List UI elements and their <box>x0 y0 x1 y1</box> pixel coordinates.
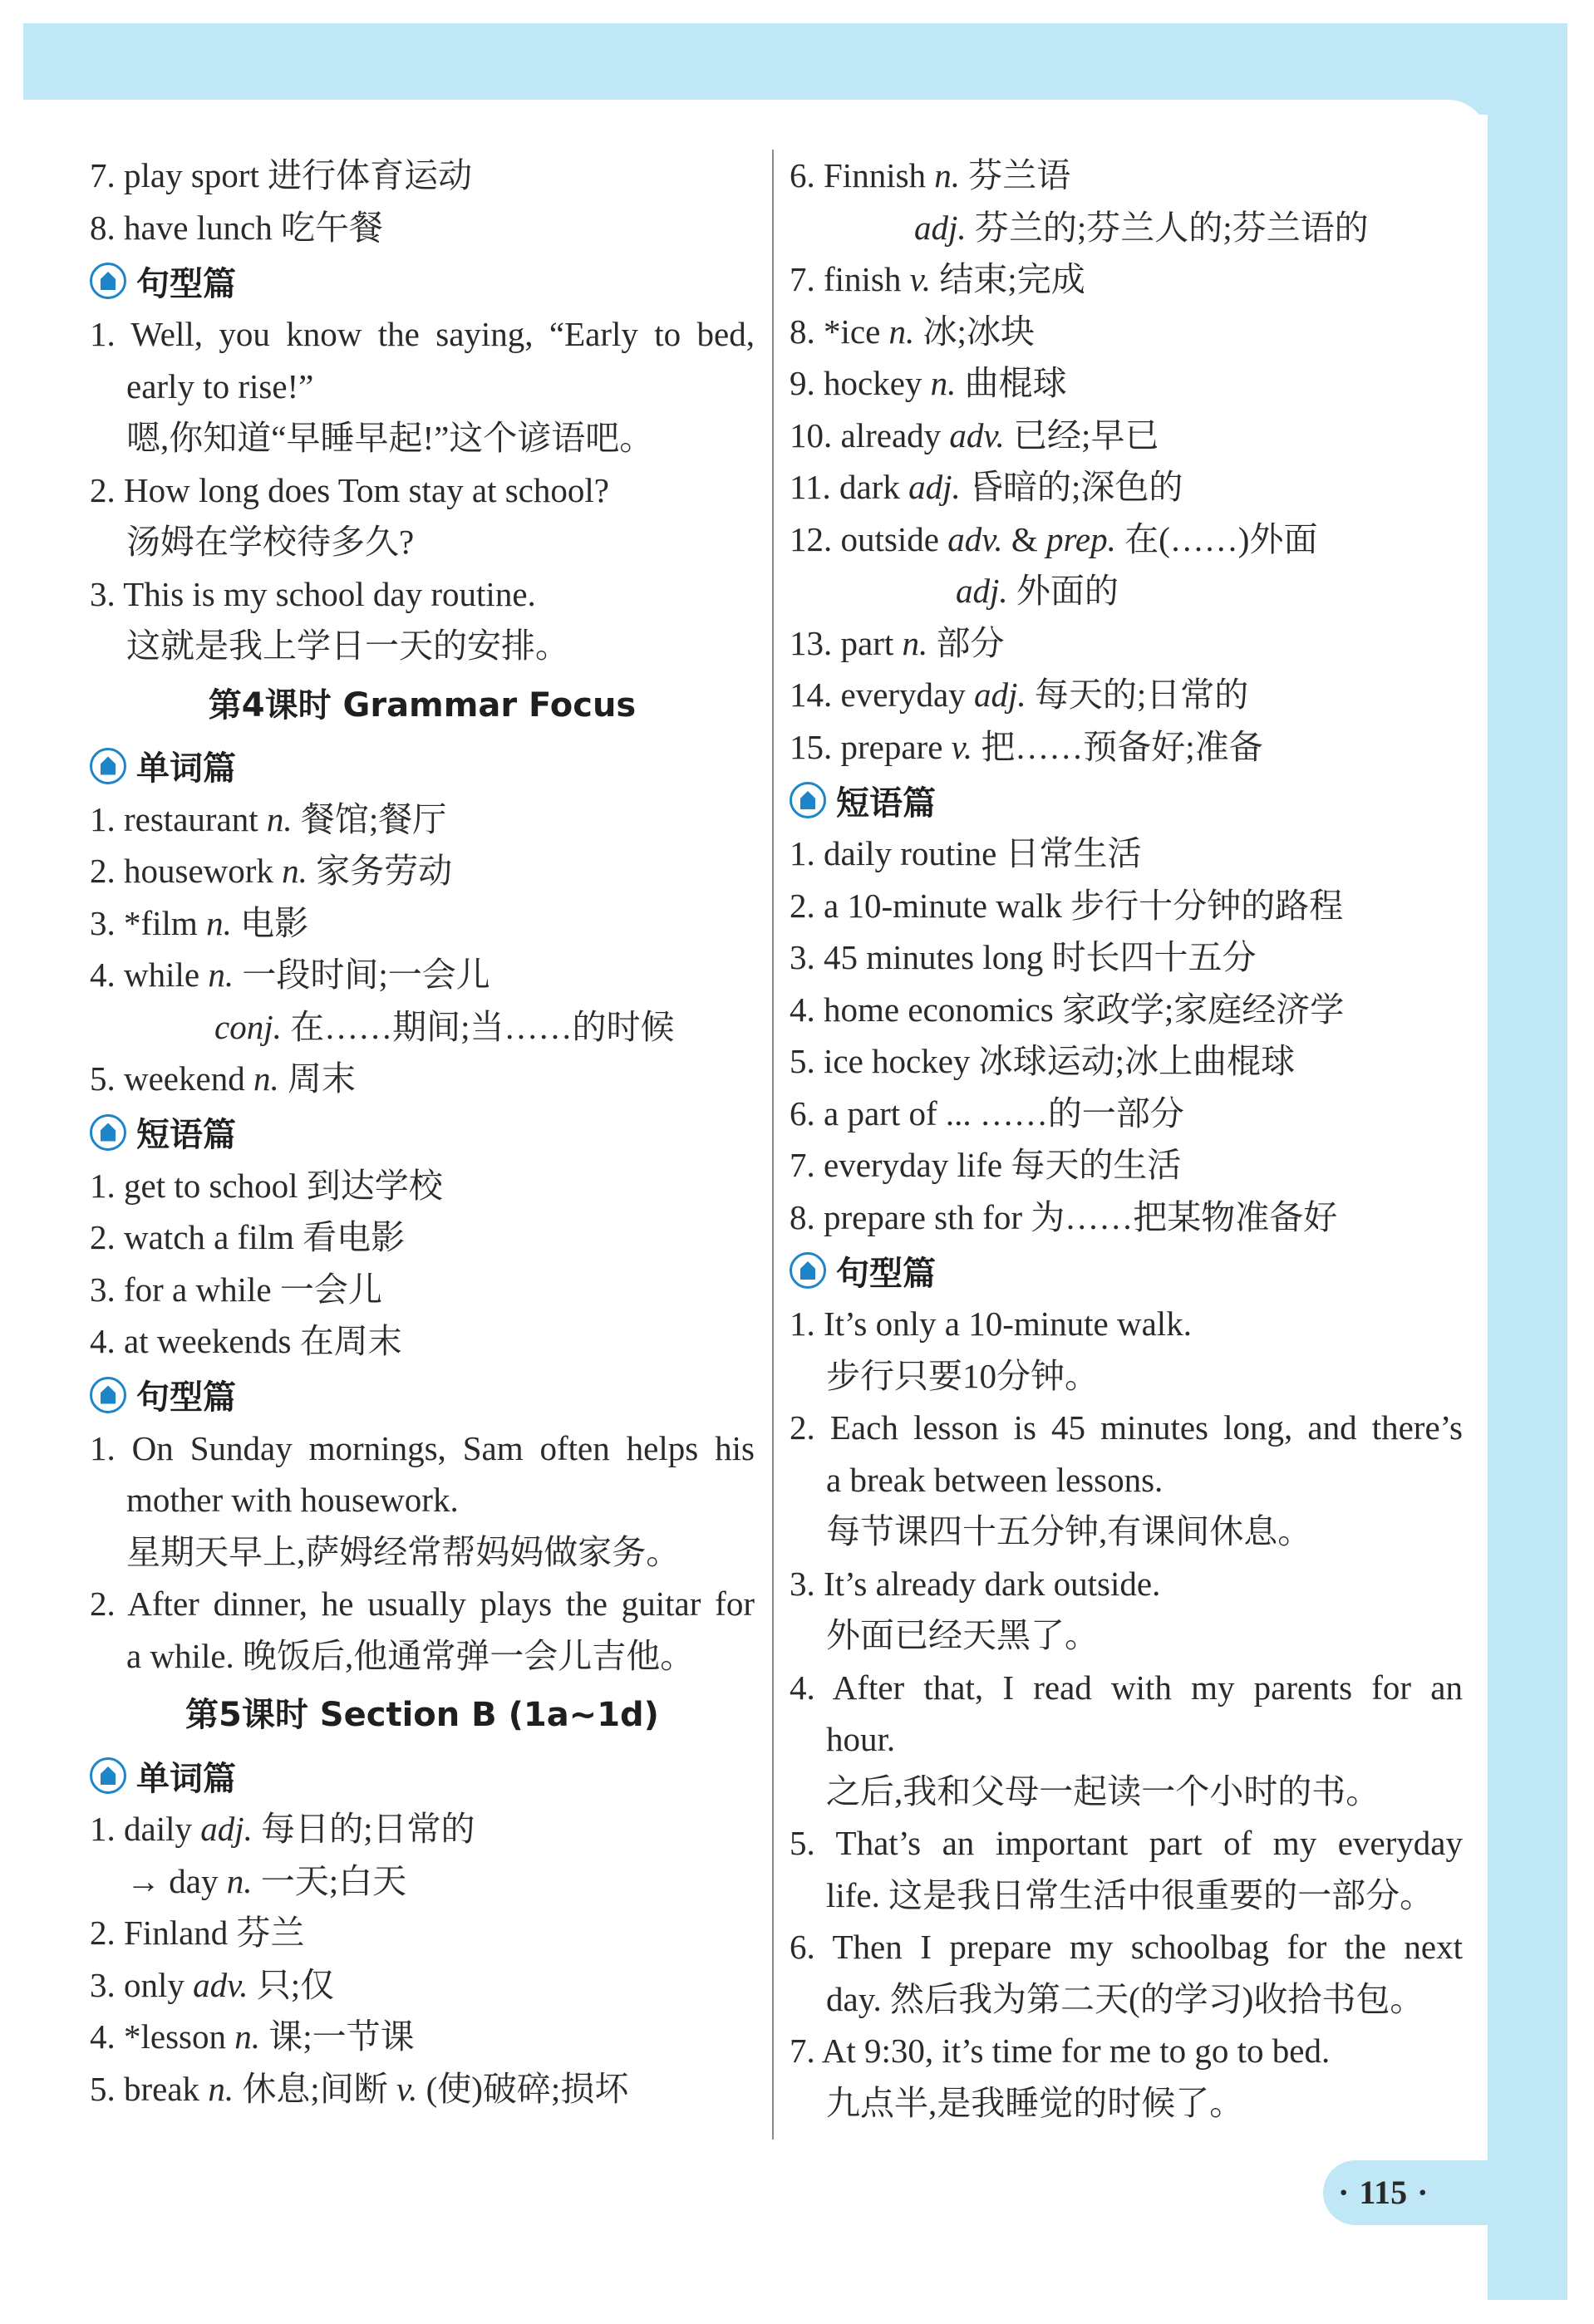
phrase-line: 8. prepare sth for 为……把某物准备好 <box>790 1197 1338 1236</box>
word-entry: 9. hockey n. 曲棍球 <box>790 364 1067 402</box>
column-divider <box>772 150 774 2140</box>
word-entry: 2. housework n. 家务劳动 <box>90 852 453 890</box>
phrase-line: 1. get to school 到达学校 <box>90 1166 443 1205</box>
sentence-line: 3. This is my school day routine. <box>90 574 536 613</box>
section-heading-sentences <box>90 1368 755 1422</box>
pencil-icon <box>90 1757 126 1794</box>
word-entry: 4. while n. 一段时间;一会儿 <box>90 956 490 994</box>
sentence-line: a while. 晚饭后,他通常弹一会儿吉他。 <box>126 1636 695 1675</box>
translation-line: 每节课四十五分钟,有课间休息。 <box>826 1512 1312 1550</box>
translation-line: 星期天早上,萨姆经常帮妈妈做家务。 <box>126 1532 681 1571</box>
translation-line: 外面已经天黑了。 <box>826 1616 1099 1654</box>
phrase-line: 5. ice hockey 冰球运动;冰上曲棍球 <box>790 1042 1296 1080</box>
sentence-line: 2. After dinner, he usually plays the guitar for <box>90 1585 755 1623</box>
word-entry: 6. Finnish n. 芬兰语 <box>790 156 1071 194</box>
word-entry: 7. finish v. 结束;完成 <box>790 260 1085 298</box>
lesson-title: 第5课时 Section B (1a~1d) <box>185 1696 659 1734</box>
word-entry: 15. prepare v. 把……预备好;准备 <box>790 727 1263 766</box>
pencil-icon <box>90 263 126 299</box>
translation-line: 汤姆在学校待多久? <box>126 523 415 561</box>
word-entry: 13. part n. 部分 <box>790 623 1005 662</box>
sentence-line: 4. After that, I read with my parents for an <box>790 1668 1463 1707</box>
word-entry: 1. daily adj. 每日的;日常的 <box>90 1810 475 1848</box>
pencil-icon <box>90 748 126 784</box>
word-entry: 11. dark adj. 昏暗的;深色的 <box>790 468 1183 506</box>
sentence-line: 6. Then I prepare my schoolbag for the next <box>790 1928 1463 1966</box>
right-column <box>790 150 1463 2129</box>
sentence-line: 1. On Sunday mornings, Sam often helps his <box>90 1428 755 1467</box>
phrase-line: 7. play sport 进行体育运动 <box>90 156 473 194</box>
phrase-line: 6. a part of ... ……的一部分 <box>790 1093 1184 1133</box>
pencil-icon <box>790 782 826 818</box>
phrase-line: 3. 45 minutes long 时长四十五分 <box>790 938 1257 976</box>
sentence-line: hour. <box>826 1720 896 1758</box>
section-heading-phrases <box>90 1105 755 1160</box>
section-heading-sentences <box>90 253 755 308</box>
sentence-line: 5. That’s an important part of my everyday <box>790 1824 1463 1862</box>
word-entry: 14. everyday adj. 每天的;日常的 <box>790 676 1249 714</box>
word-entry-continued: adj. 外面的 <box>956 572 1119 610</box>
phrase-line: 2. watch a film 看电影 <box>90 1218 406 1256</box>
pencil-icon <box>790 1252 826 1289</box>
word-entry: 5. break n. 休息;间断 v. (使)破碎;损坏 <box>90 2069 629 2108</box>
word-entry: 3. *film n. 电影 <box>90 903 309 942</box>
word-entry: 1. restaurant n. 餐馆;餐厅 <box>90 799 447 838</box>
word-entry: 12. outside adv. & prep. 在(……)外面 <box>790 519 1318 558</box>
phrase-line: 8. have lunch 吃午餐 <box>90 208 383 247</box>
section-heading-words <box>90 739 755 794</box>
word-entry: 4. *lesson n. 课;一节课 <box>90 2017 415 2056</box>
sentence-line: life. 这是我日常生活中很重要的一部分。 <box>826 1875 1434 1914</box>
word-entry-continued: → day n. 一天;白天 <box>126 1861 407 1900</box>
word-entry: 10. already adv. 已经;早已 <box>790 415 1159 454</box>
sentence-line: 1. Well, you know the saying, “Early to bed, <box>90 315 755 353</box>
phrase-line: 3. for a while 一会儿 <box>90 1270 382 1309</box>
sentence-line: day. 然后我为第二天(的学习)收拾书包。 <box>826 1979 1424 2018</box>
translation-line: 九点半,是我睡觉的时候了。 <box>826 2083 1244 2122</box>
pencil-icon <box>90 1377 126 1413</box>
word-entry: 2. Finland 芬兰 <box>90 1914 305 1952</box>
phrase-line: 2. a 10-minute walk 步行十分钟的路程 <box>790 886 1344 925</box>
word-entry: 5. weekend n. 周末 <box>90 1059 356 1098</box>
word-entry-continued: conj. 在……期间;当……的时候 <box>214 1007 675 1046</box>
page-number-value: 115 <box>1359 2174 1408 2211</box>
section-heading-words <box>90 1748 755 1803</box>
translation-line: 这就是我上学日一天的安排。 <box>126 626 569 665</box>
section-heading-label: 句型篇 <box>136 1378 236 1417</box>
section-heading-phrases <box>790 773 1463 828</box>
pencil-icon <box>90 1114 126 1151</box>
sentence-line: 3. It’s already dark outside. <box>790 1564 1161 1603</box>
translation-line: 步行只要10分钟。 <box>826 1356 1099 1395</box>
phrase-line: 7. everyday life 每天的生活 <box>790 1146 1182 1184</box>
phrase-line: 1. daily routine 日常生活 <box>790 834 1142 872</box>
sentence-line: 2. How long does Tom stay at school? <box>90 470 609 509</box>
word-entry: 8. *ice n. 冰;冰块 <box>790 312 1035 351</box>
sentence-line: 7. At 9:30, it’s time for me to go to bed. <box>790 2032 1331 2070</box>
sentence-line: 2. Each lesson is 45 minutes long, and there’s <box>790 1408 1463 1447</box>
section-heading-sentences <box>790 1243 1463 1298</box>
section-heading-label: 句型篇 <box>136 264 236 303</box>
phrase-line: 4. home economics 家政学;家庭经济学 <box>790 990 1345 1029</box>
section-heading-label: 单词篇 <box>136 1759 236 1798</box>
word-entry-continued: adj. 芬兰的;芬兰人的;芬兰语的 <box>914 208 1369 247</box>
left-column <box>90 150 755 2115</box>
page-number: · 115 · <box>1323 2160 1567 2225</box>
translation-line: 之后,我和父母一起读一个小时的书。 <box>826 1771 1380 1811</box>
section-heading-label: 短语篇 <box>836 784 936 823</box>
sentence-line: early to rise!” <box>126 366 314 405</box>
section-heading-label: 单词篇 <box>136 749 236 788</box>
sentence-line: mother with housework. <box>126 1481 459 1519</box>
section-heading-label: 句型篇 <box>836 1254 936 1293</box>
right-color-band <box>1488 23 1567 2300</box>
phrase-line: 4. at weekends 在周末 <box>90 1322 402 1360</box>
sentence-line: a break between lessons. <box>826 1460 1164 1499</box>
translation-line: 嗯,你知道“早睡早起!”这个谚语吧。 <box>126 419 654 457</box>
word-entry: 3. only adv. 只;仅 <box>90 1965 335 2004</box>
section-heading-label: 短语篇 <box>136 1116 236 1154</box>
sentence-line: 1. It’s only a 10-minute walk. <box>790 1304 1192 1343</box>
lesson-title: 第4课时 Grammar Focus <box>208 685 637 725</box>
